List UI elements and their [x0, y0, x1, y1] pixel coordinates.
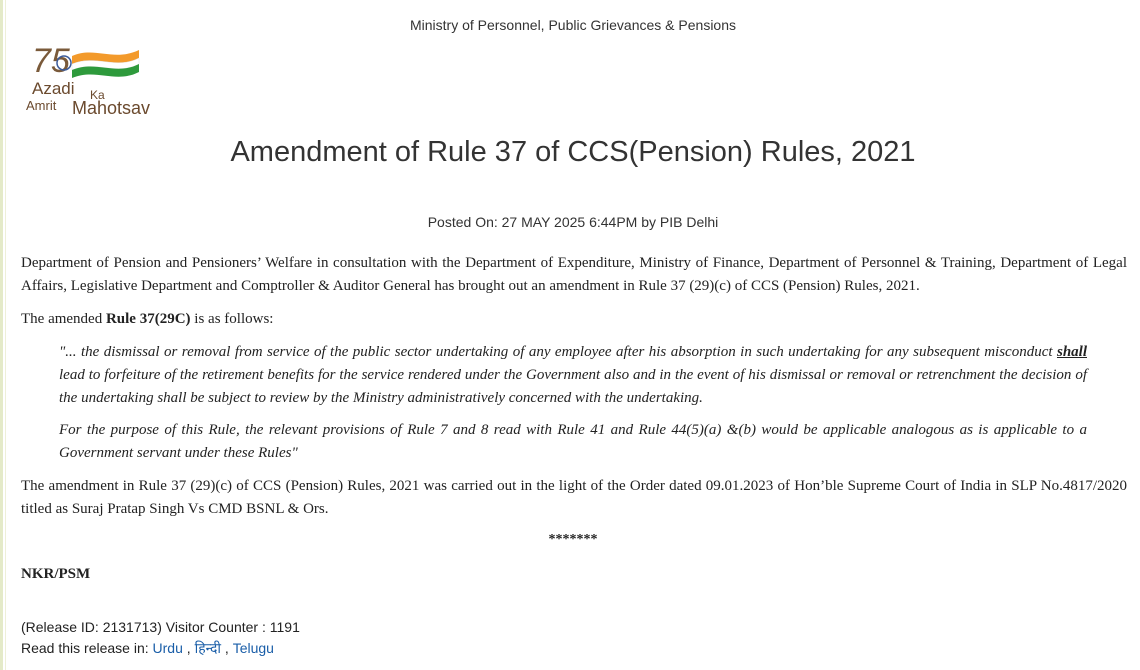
quote-purpose-text: For the purpose of this Rule, the relevant provisions of Rule 7 and 8 read with Rule 41 and Rule 44(5)(a) &(b) would be applicable analogous as is applicable to a Government servant under these Rules"	[59, 422, 1087, 461]
language-separator: ,	[182, 640, 195, 656]
quote-part-b: lead to forfeiture of the retirement benefits for the service rendered under the Government also and in the event of his dismissal or removal or retrenchment the decision of the undertaking shall be subject to review by the Ministry administratively concerned with the undertaking.	[59, 367, 1087, 406]
language-link-telugu[interactable]: Telugu	[232, 640, 274, 656]
rule-number: Rule 37(29C)	[105, 311, 191, 327]
logo-ka-text: Ka	[90, 88, 105, 102]
language-link-urdu[interactable]: Urdu	[152, 640, 183, 656]
azadi-ka-amrit-mahotsav-logo	[24, 38, 174, 118]
paragraph-amended-rule	[21, 308, 1127, 331]
ministry-name: Ministry of Personnel, Public Grievances & Pensions	[409, 17, 737, 33]
logo-mahotsav-text: Mahotsav	[72, 98, 151, 118]
paragraph-court-order: The amendment in Rule 37 (29)(c) of CCS (Pension) Rules, 2021 was carried out in the light of the Order dated 09.01.2023 of Hon’ble Supreme Court of India in SLP No.4817/2020 titled as Suraj Pratap Singh Vs CMD BSNL & Ors.	[21, 478, 1127, 517]
logo-amrit-text: Amrit	[26, 98, 57, 113]
read-release-in	[21, 639, 274, 658]
quote-part-a: "... the dismissal or removal from service of the public sector undertaking of any employee after his absorption in such undertaking for any subsequent misconduct	[59, 344, 1057, 360]
separator-stars: *******	[548, 532, 598, 547]
posted-on: Posted On: 27 MAY 2025 6:44PM by PIB Delhi	[427, 214, 719, 230]
release-info: (Release ID: 2131713) Visitor Counter : 1191	[21, 619, 300, 635]
paragraph-intro: Department of Pension and Pensioners’ Welfare in consultation with the Department of Expenditure, Ministry of Finance, Department of Personnel & Training, Department of Legal Affairs, Legislative Department and Comptroller & Auditor General has brought out an amendment in Rule 37 (29)(c) of CCS (Pension) Rules, 2021.	[21, 255, 1127, 294]
page-left-border-inner	[5, 0, 6, 670]
read-label: Read this release in:	[21, 640, 153, 656]
amended-suffix: is as follows:	[190, 311, 274, 327]
signature: NKR/PSM	[21, 566, 91, 582]
quote-shall-emphasis: shall	[1056, 344, 1087, 360]
language-link-hindi[interactable]: हिन्दी	[194, 640, 222, 656]
logo-azadi-text: Azadi	[32, 79, 75, 98]
quote-rule-text	[59, 341, 1087, 410]
amended-prefix: The amended	[21, 311, 106, 327]
logo-75-text: 75	[32, 42, 70, 80]
language-separator: ,	[221, 640, 233, 656]
page-title: Amendment of Rule 37 of CCS(Pension) Rules, 2021	[230, 136, 916, 168]
page-left-border	[0, 0, 3, 670]
